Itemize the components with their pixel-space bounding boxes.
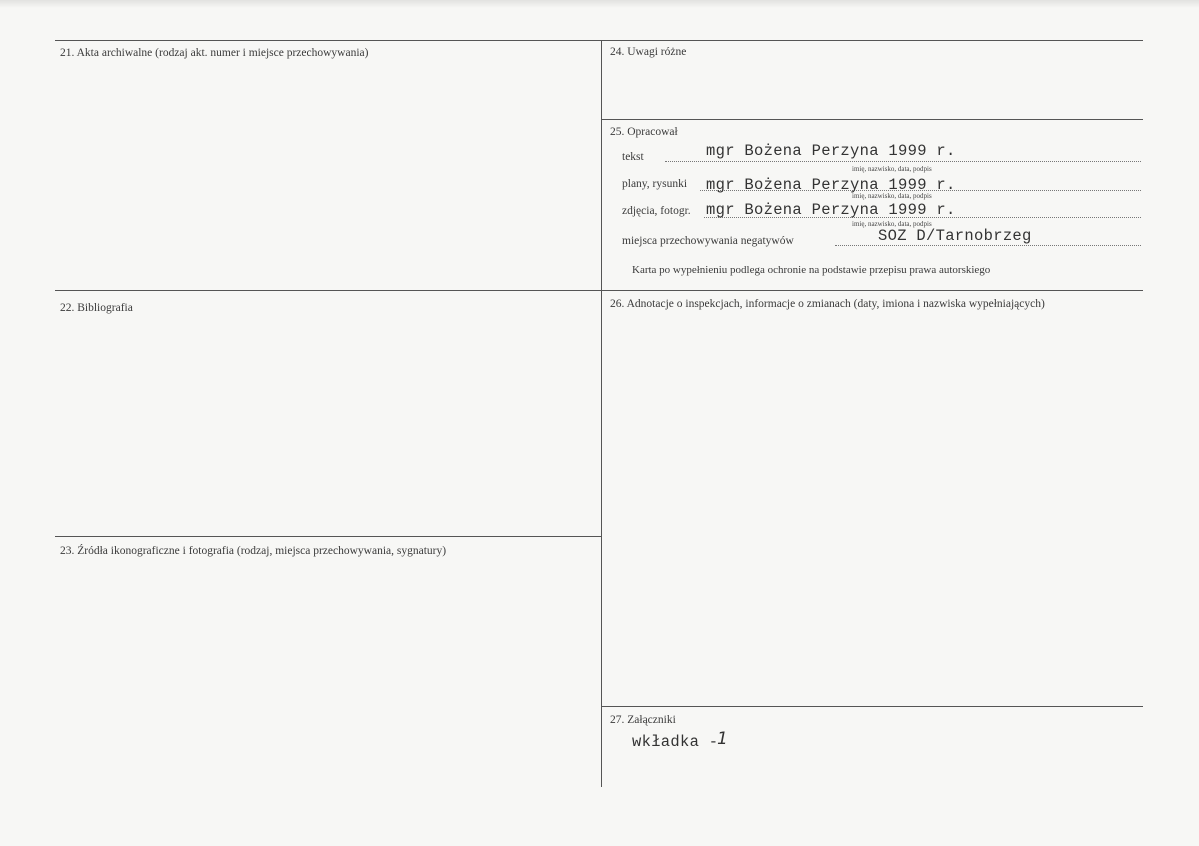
- section-27-label: 27. Załączniki: [610, 714, 676, 726]
- attachments-typed: wkładka -: [632, 733, 719, 751]
- negatives-value: SOZ D/Tarnobrzeg: [878, 227, 1032, 245]
- row-zdjecia-label: zdjęcia, fotogr.: [622, 205, 691, 217]
- row-zdjecia-value: mgr Bożena Perzyna 1999 r.: [706, 201, 956, 219]
- top-rule: [55, 40, 1143, 41]
- scan-edge: [0, 0, 1199, 8]
- row-tekst-label: tekst: [622, 151, 644, 163]
- row-zdjecia-hint: imię, nazwisko, data, podpis: [852, 220, 932, 228]
- row-tekst-line: [665, 161, 1141, 162]
- section-24-label: 24. Uwagi różne: [610, 46, 687, 58]
- negatives-line: [835, 245, 1141, 246]
- center-divider: [601, 40, 602, 787]
- copyright-note: Karta po wypełnieniu podlega ochronie na podstawie przepisu prawa autorskiego: [632, 264, 991, 276]
- row-tekst-value: mgr Bożena Perzyna 1999 r.: [706, 142, 956, 160]
- section-23-label: 23. Źródła ikonograficzne i fotografia (rodzaj, miejsca przechowywania, sygnatury): [60, 545, 447, 557]
- rule-mid: [55, 290, 1143, 291]
- row-plany-label: plany, rysunki: [622, 178, 688, 190]
- row-tekst-hint: imię, nazwisko, data, podpis: [852, 165, 932, 173]
- section-21-label: 21. Akta archiwalne (rodzaj akt. numer i miejsce przechowywania): [60, 47, 369, 59]
- rule-24-25: [601, 119, 1143, 120]
- negatives-label: miejsca przechowywania negatywów: [622, 235, 794, 247]
- section-26-label: 26. Adnotacje o inspekcjach, informacje o zmianach (daty, imiona i nazwiska wypełniających): [610, 298, 1045, 310]
- section-22-label: 22. Bibliografia: [60, 302, 133, 314]
- rule-26-27: [601, 706, 1143, 707]
- row-plany-hint: imię, nazwisko, data, podpis: [852, 192, 932, 200]
- attachments-handwritten-count: 1: [717, 729, 728, 749]
- rule-22-23: [55, 536, 601, 537]
- row-plany-value: mgr Bożena Perzyna 1999 r.: [706, 176, 956, 194]
- section-25-label: 25. Opracował: [610, 126, 678, 138]
